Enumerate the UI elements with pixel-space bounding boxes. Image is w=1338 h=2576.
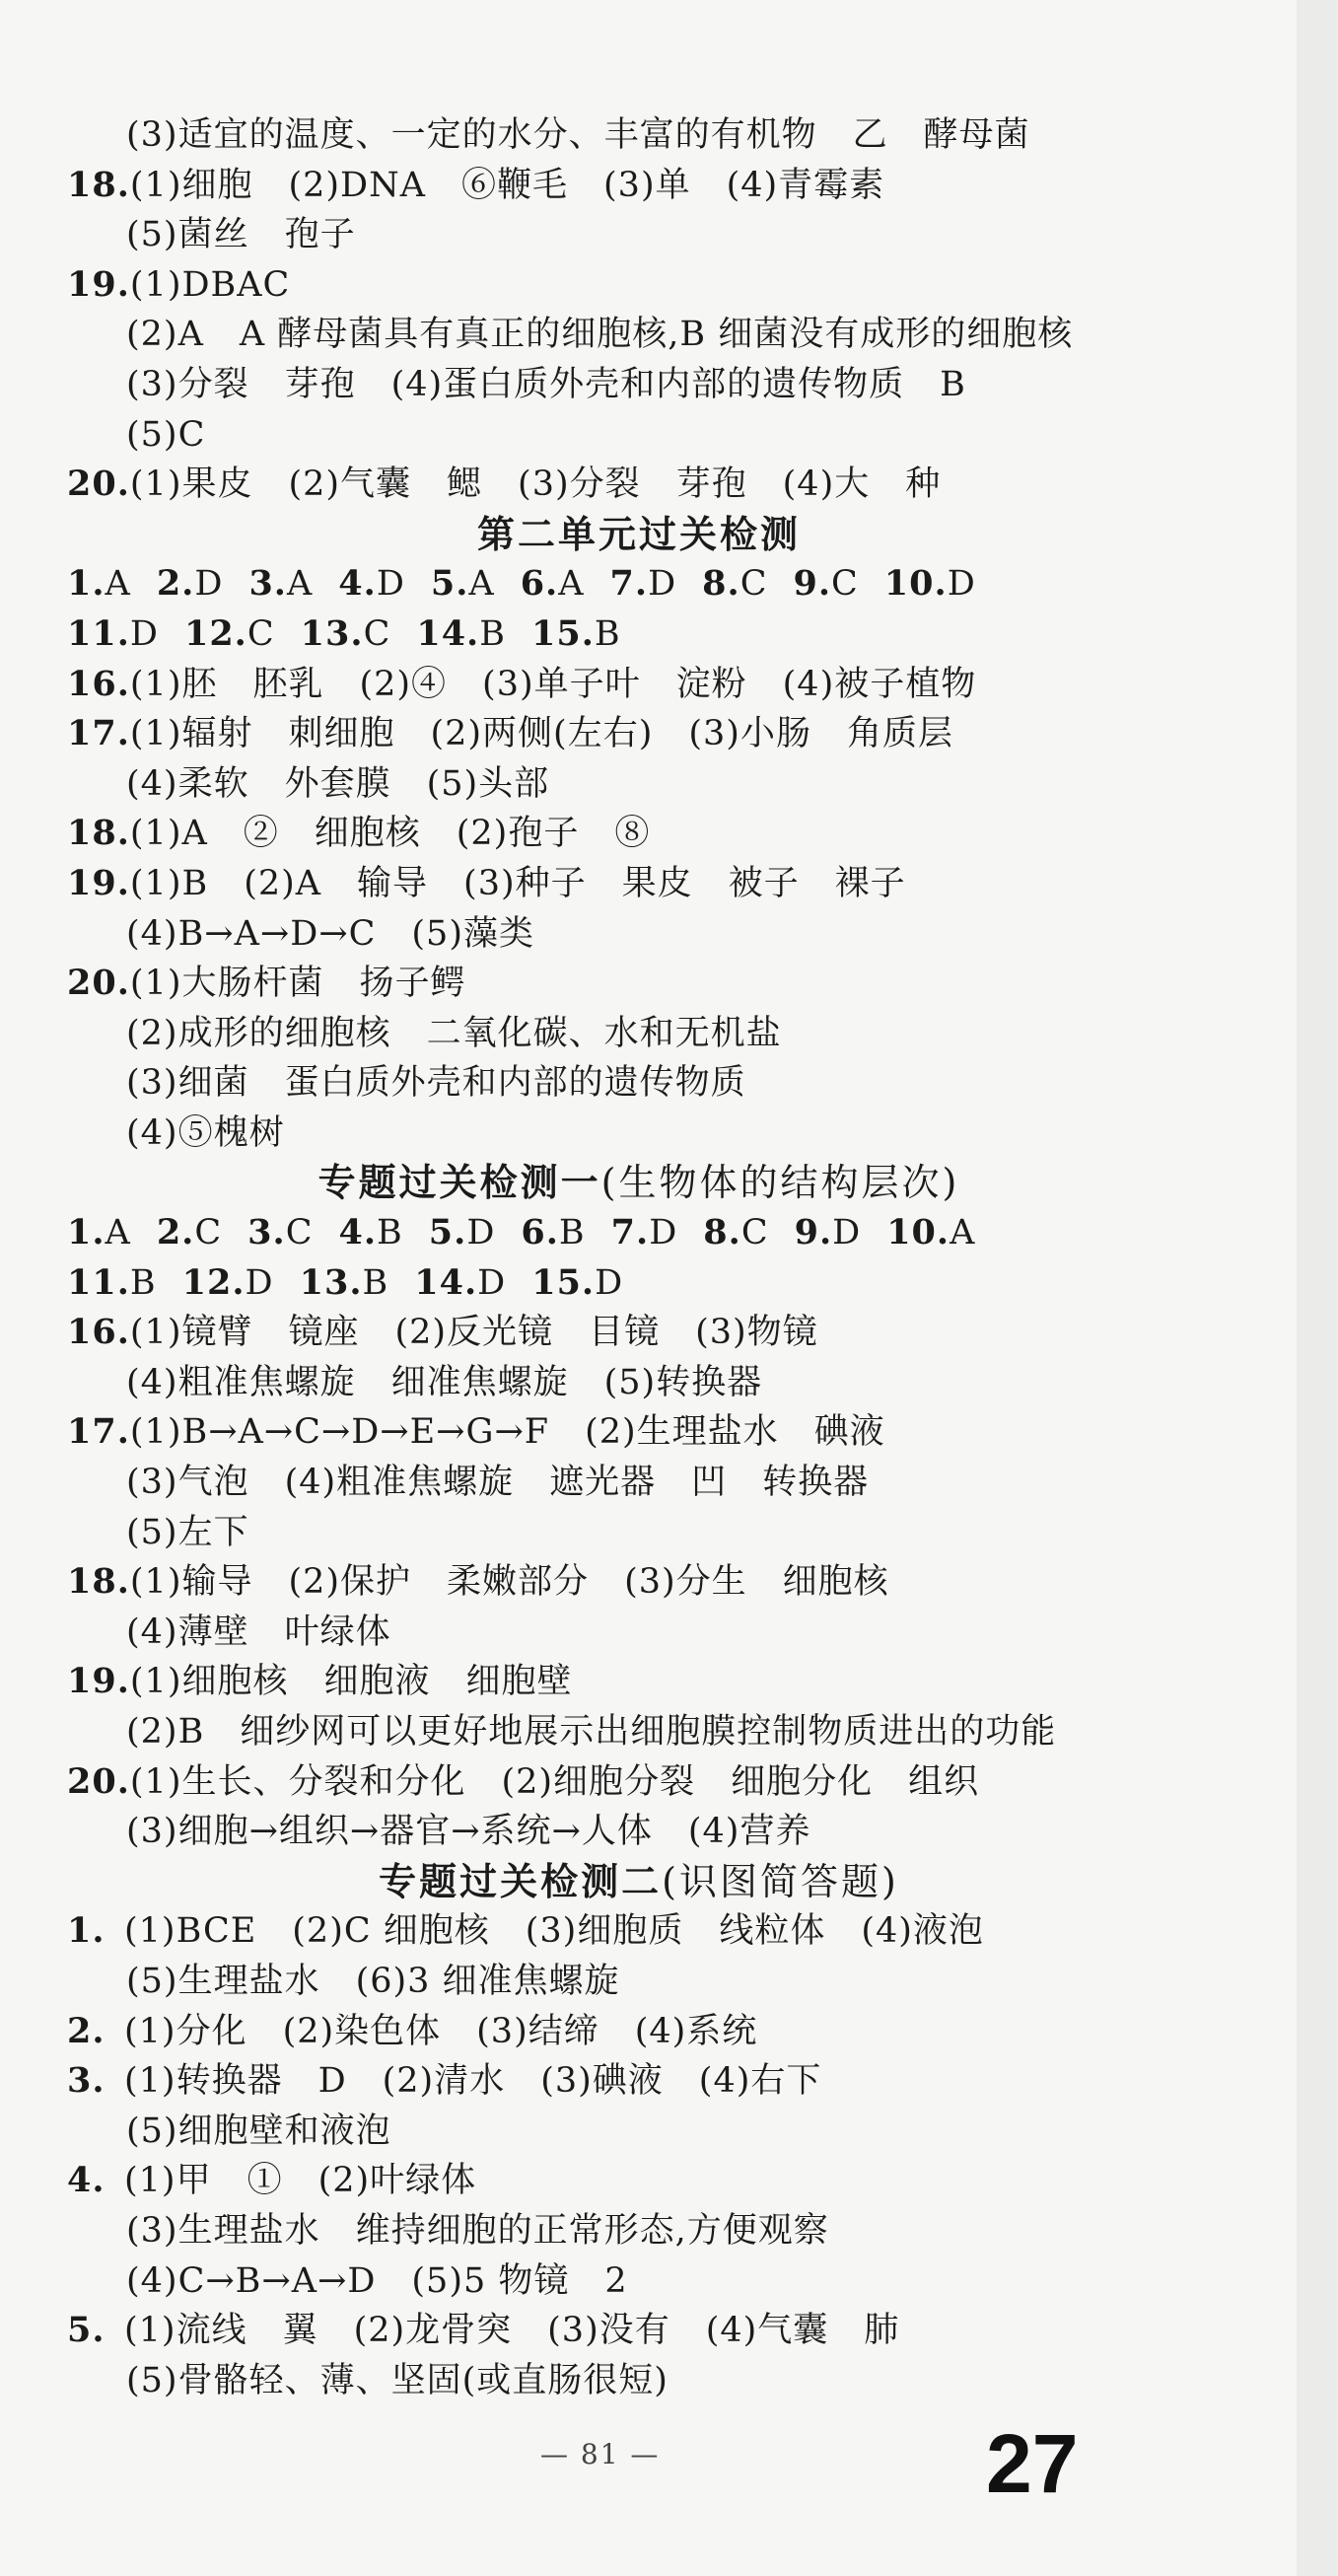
answer-continuation: (3)分裂 芽孢 (4)蛋白质外壳和内部的遗传物质 B	[126, 364, 966, 404]
choice-answer	[301, 609, 391, 660]
section-subtitle: (生物体的结构层次)	[600, 1161, 960, 1205]
answer-letter: C	[363, 613, 391, 654]
question-number: 17.	[67, 713, 130, 754]
question-number: 5.	[67, 2310, 106, 2351]
question-number: 3.	[67, 2060, 106, 2102]
multiple-choice-row	[67, 1258, 1211, 1309]
question-number: 10.	[886, 1212, 951, 1253]
choice-answer	[184, 609, 275, 660]
question-number: 3.	[248, 563, 287, 605]
question-number: 18.	[67, 1561, 130, 1603]
section-number: 27	[986, 2417, 1079, 2510]
question-number: 7.	[610, 1212, 650, 1253]
question-number: 10.	[883, 563, 948, 605]
answer-text: (1)生长、分裂和分化 (2)细胞分裂 细胞分化 组织	[129, 1761, 980, 1802]
answer-continuation: (3)细菌 蛋白质外壳和内部的遗传物质	[126, 1063, 746, 1104]
choice-answer	[702, 559, 767, 609]
answer-text: (1)胚 胚乳 (2)④ (3)单子叶 淀粉 (4)被子植物	[129, 664, 977, 704]
answer-text: (1)BCE (2)C 细胞核 (3)细胞质 线粒体 (4)液泡	[124, 1911, 984, 1952]
answer-continuation: (5)菌丝 孢子	[126, 215, 356, 255]
question-number: 4.	[67, 2160, 106, 2201]
section-title: 第二单元过关检测	[476, 511, 801, 556]
answer-text: (1)输导 (2)保护 柔嫩部分 (3)分生 细胞核	[129, 1562, 889, 1603]
answer-letter: D	[466, 1213, 496, 1253]
answer-letter: B	[594, 613, 621, 654]
answer-letter: D	[649, 1213, 678, 1253]
multiple-choice-row	[67, 559, 1211, 609]
answer-letter: D	[947, 564, 976, 605]
answer-letter: D	[477, 1262, 507, 1303]
choice-answer	[182, 1258, 274, 1309]
question-number: 5.	[428, 1212, 467, 1253]
answer-text: (1)甲 ① (2)叶绿体	[124, 2161, 477, 2201]
choice-answer	[429, 1208, 496, 1258]
choice-answer	[247, 1208, 313, 1258]
answer-letter: D	[376, 564, 405, 605]
choice-answer	[300, 1258, 389, 1309]
answer-letter: D	[129, 613, 159, 654]
answer-line	[67, 2306, 1211, 2356]
answer-letter: D	[648, 564, 677, 605]
choice-answer	[531, 609, 621, 660]
answer-letter: C	[194, 1213, 223, 1253]
question-number: 14.	[414, 1261, 478, 1303]
answer-line	[67, 161, 1211, 211]
choice-answer	[414, 1258, 506, 1309]
question-number: 17.	[67, 1411, 130, 1453]
question-number: 6.	[521, 1212, 559, 1253]
section-title: 专题过关检测一	[317, 1160, 601, 1205]
question-number: 5.	[430, 563, 469, 605]
question-number: 11.	[67, 612, 130, 654]
answer-letter: D	[245, 1262, 274, 1303]
answer-line	[67, 460, 1211, 510]
question-number: 15.	[531, 1261, 596, 1303]
answer-text: (1)大肠杆菌 扬子鳄	[129, 964, 466, 1004]
section-heading	[67, 510, 1211, 560]
question-number: 19.	[67, 1661, 130, 1702]
section-heading	[67, 1857, 1211, 1907]
question-number: 8.	[702, 563, 740, 605]
answer-letter: B	[558, 1213, 586, 1253]
answer-letter: A	[105, 1213, 131, 1253]
answer-line	[67, 1657, 1211, 1707]
question-number: 16.	[67, 1312, 130, 1353]
question-number: 6.	[520, 563, 559, 605]
choice-answer	[793, 559, 858, 609]
answer-continuation: (5)骨骼轻、薄、坚固(或直肠很短)	[126, 2360, 669, 2400]
answer-continuation: (3)细胞→组织→器官→系统→人体 (4)营养	[126, 1812, 811, 1852]
answer-continuation: (2)A A 酵母菌具有真正的细胞核,B 细菌没有成形的细胞核	[126, 315, 1074, 355]
answer-text: (1)DBAC	[129, 264, 291, 305]
answer-line	[67, 959, 1211, 1009]
choice-answer	[67, 609, 159, 660]
question-number: 7.	[609, 563, 649, 605]
answer-letter: B	[479, 613, 506, 654]
multiple-choice-row	[67, 609, 1211, 660]
answer-text: (1)细胞核 细胞液 细胞壁	[129, 1662, 573, 1702]
choice-answer	[67, 1258, 157, 1309]
question-number: 12.	[183, 612, 247, 654]
question-number: 18.	[67, 164, 130, 205]
choice-answer	[157, 559, 224, 609]
answer-text: (1)果皮 (2)气囊 鳃 (3)分裂 芽孢 (4)大 种	[129, 465, 942, 505]
answer-line	[67, 1308, 1211, 1358]
answer-continuation: (5)生理盐水 (6)3 细准焦螺旋	[126, 1961, 620, 2001]
question-number: 12.	[181, 1261, 246, 1303]
question-number: 9.	[794, 1212, 833, 1253]
question-number: 16.	[67, 663, 130, 704]
answer-continuation: (4)薄壁 叶绿体	[126, 1611, 391, 1652]
question-number: 2.	[156, 563, 195, 605]
answer-letter: D	[832, 1213, 862, 1253]
answer-continuation: (2)B 细纱网可以更好地展示出细胞膜控制物质进出的功能	[126, 1712, 1057, 1752]
answer-text: (1)细胞 (2)DNA ⑥鞭毛 (3)单 (4)青霉素	[129, 165, 885, 205]
answer-letter: D	[595, 1262, 624, 1303]
answer-continuation: (4)C→B→A→D (5)5 物镜 2	[126, 2260, 628, 2301]
choice-answer	[338, 559, 405, 609]
question-number: 1.	[67, 1212, 106, 1253]
answer-line	[67, 859, 1211, 909]
choice-answer	[431, 559, 495, 609]
choice-answer	[248, 559, 313, 609]
answer-letter: A	[950, 1213, 976, 1253]
answer-continuation: (4)⑤槐树	[126, 1112, 285, 1153]
question-number: 14.	[416, 612, 480, 654]
question-number: 3.	[247, 1212, 286, 1253]
answer-letter: A	[558, 564, 585, 605]
choice-answer	[531, 1258, 623, 1309]
section-title: 专题过关检测二	[379, 1858, 663, 1903]
choice-answer	[611, 1208, 678, 1258]
question-number: 8.	[703, 1212, 741, 1253]
answer-letter: A	[105, 564, 131, 605]
answer-line	[67, 2007, 1211, 2057]
answer-continuation: (5)细胞壁和液泡	[126, 2111, 391, 2151]
choice-answer	[67, 1208, 131, 1258]
question-number: 13.	[299, 1261, 363, 1303]
answer-letter: C	[740, 1213, 769, 1253]
answer-line	[67, 809, 1211, 859]
answer-line	[67, 1557, 1211, 1608]
question-number: 11.	[67, 1261, 130, 1303]
question-number: 13.	[300, 612, 364, 654]
question-number: 15.	[530, 612, 595, 654]
page-number: — 81 —	[540, 2438, 661, 2470]
answer-text: (1)B→A→C→D→E→G→F (2)生理盐水 碘液	[129, 1412, 885, 1453]
multiple-choice-row	[67, 1208, 1211, 1258]
answer-continuation: (5)C	[126, 414, 206, 455]
section-subtitle: (识图简答题)	[662, 1859, 899, 1903]
answer-text: (1)流线 翼 (2)龙骨突 (3)没有 (4)气囊 肺	[124, 2311, 900, 2351]
question-number: 20.	[67, 963, 130, 1004]
question-number: 2.	[156, 1212, 195, 1253]
question-number: 4.	[338, 563, 377, 605]
question-number: 1.	[67, 1910, 106, 1952]
answer-line	[67, 2156, 1211, 2206]
choice-answer	[157, 1208, 222, 1258]
answer-letter: C	[285, 1213, 314, 1253]
page-footer	[0, 2417, 1338, 2510]
answer-letter: B	[129, 1262, 157, 1303]
answer-line	[67, 260, 1211, 311]
answer-letter: B	[362, 1262, 389, 1303]
answer-letter: D	[194, 564, 224, 605]
answer-text: (1)镜臂 镜座 (2)反光镜 目镜 (3)物镜	[129, 1313, 818, 1353]
answer-continuation: (4)柔软 外套膜 (5)头部	[126, 763, 550, 804]
answer-content	[67, 110, 1211, 2405]
choice-answer	[886, 1208, 975, 1258]
choice-answer	[795, 1208, 862, 1258]
answer-line	[67, 1407, 1211, 1458]
choice-answer	[703, 1208, 768, 1258]
answer-letter: A	[286, 564, 314, 605]
answer-line	[67, 1757, 1211, 1808]
question-number: 19.	[67, 862, 130, 903]
answer-text: (1)转换器 D (2)清水 (3)碘液 (4)右下	[124, 2061, 822, 2102]
answer-continuation: (4)粗准焦螺旋 细准焦螺旋 (5)转换器	[126, 1362, 763, 1402]
answer-continuation: (3)气泡 (4)粗准焦螺旋 遮光器 凹 转换器	[126, 1463, 870, 1503]
answer-line	[67, 660, 1211, 710]
answer-continuation: (5)左下	[126, 1512, 249, 1552]
question-number: 19.	[67, 263, 130, 305]
question-number: 20.	[67, 1760, 130, 1802]
question-number: 9.	[793, 563, 832, 605]
answer-text: (1)辐射 刺细胞 (2)两侧(左右) (3)小肠 角质层	[129, 714, 953, 754]
answer-letter: B	[377, 1213, 403, 1253]
answer-continuation: (3)生理盐水 维持细胞的正常形态,方便观察	[126, 2210, 829, 2251]
answer-letter: C	[831, 564, 859, 605]
answer-text: (1)B (2)A 输导 (3)种子 果皮 被子 裸子	[129, 863, 906, 903]
choice-answer	[521, 559, 585, 609]
choice-answer	[884, 559, 976, 609]
choice-answer	[67, 559, 131, 609]
question-number: 18.	[67, 813, 130, 854]
answer-letter: C	[739, 564, 768, 605]
choice-answer	[338, 1208, 402, 1258]
question-number: 1.	[67, 563, 106, 605]
answer-text: (1)A ② 细胞核 (2)孢子 ⑧	[129, 814, 651, 854]
choice-answer	[610, 559, 677, 609]
question-number: 4.	[338, 1212, 378, 1253]
answer-text: (1)分化 (2)染色体 (3)结缔 (4)系统	[124, 2011, 758, 2051]
answer-letter: A	[468, 564, 495, 605]
section-heading	[67, 1158, 1211, 1208]
choice-answer	[521, 1208, 585, 1258]
answer-line	[67, 1906, 1211, 1957]
answer-letter: C	[246, 613, 275, 654]
page-edge-shadow	[1297, 0, 1338, 2576]
answer-continuation: (3)适宜的温度、一定的水分、丰富的有机物 乙 酵母菌	[126, 115, 1030, 155]
answer-line	[67, 2056, 1211, 2107]
answer-continuation: (4)B→A→D→C (5)藻类	[126, 913, 534, 954]
answer-continuation: (2)成形的细胞核 二氧化碳、水和无机盐	[126, 1013, 782, 1053]
question-number: 20.	[67, 464, 130, 505]
choice-answer	[416, 609, 506, 660]
question-number: 2.	[67, 2010, 106, 2051]
answer-line	[67, 709, 1211, 759]
